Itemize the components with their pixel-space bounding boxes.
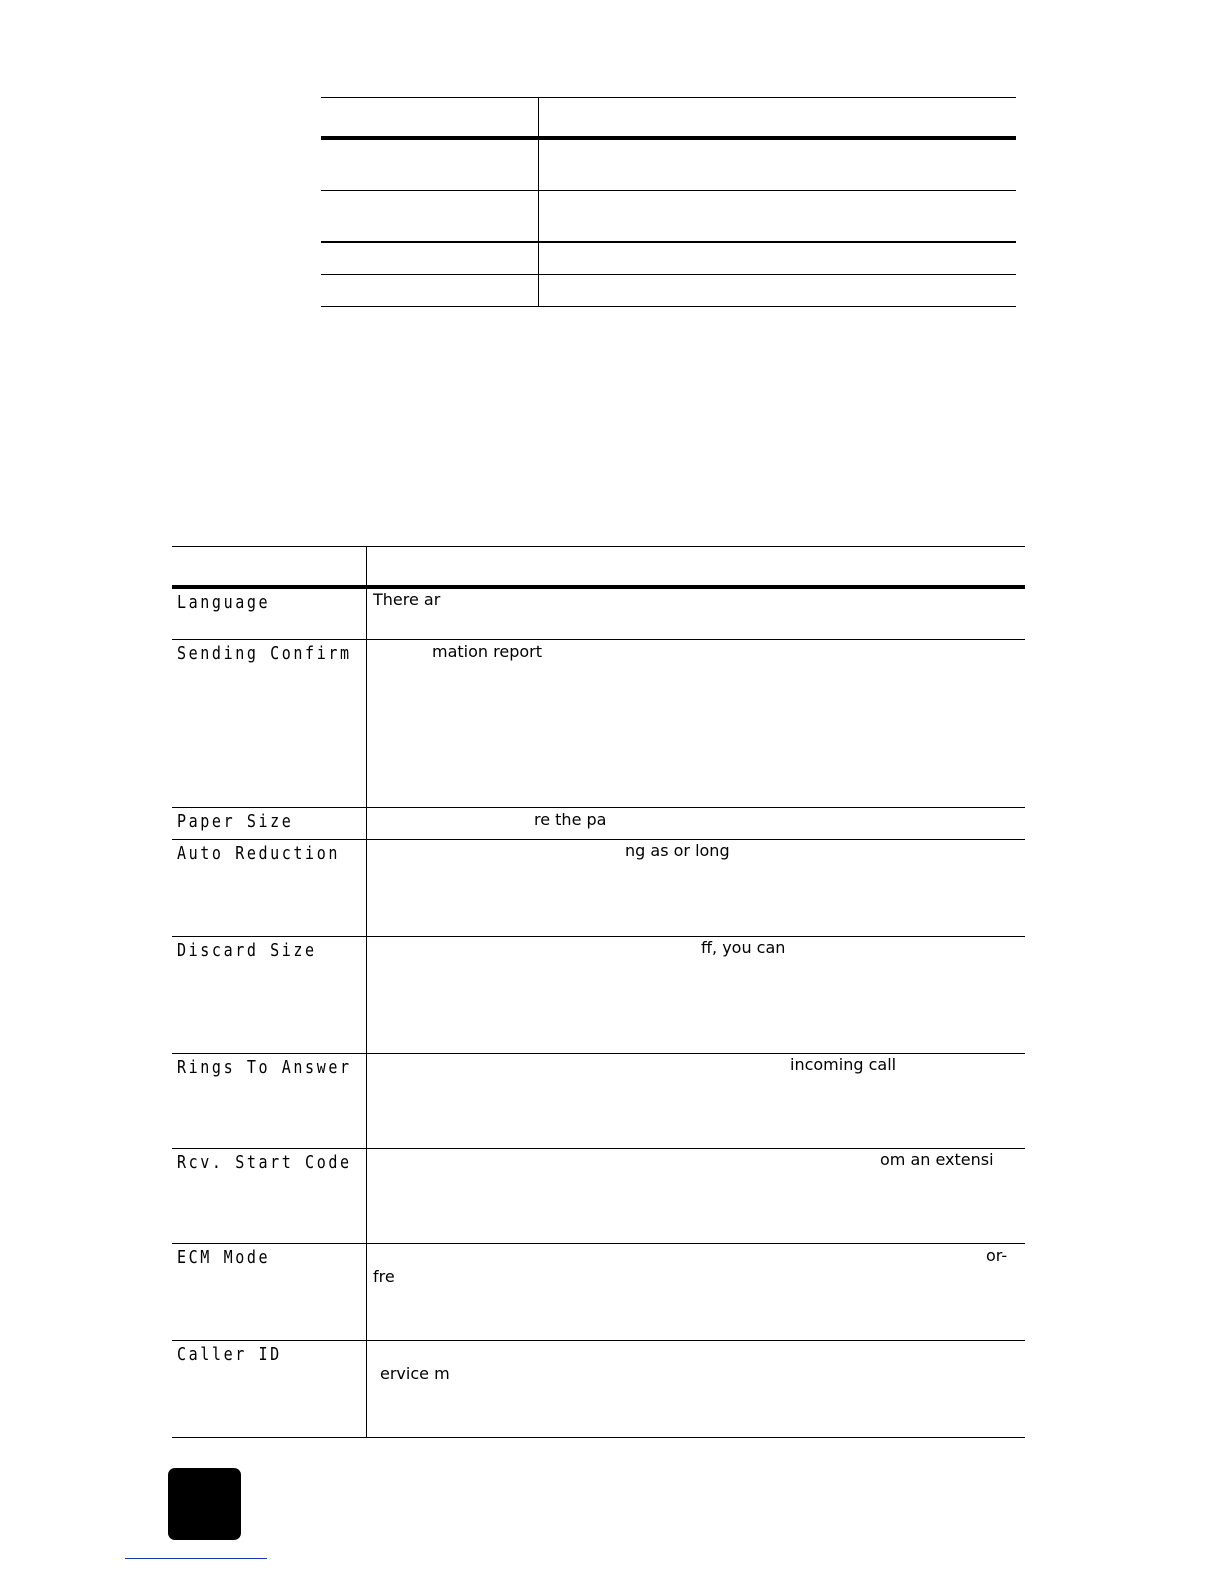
setting-description: or-	[986, 1246, 1008, 1265]
upper-table-row-rule	[321, 241, 1016, 243]
settings-table-top-rule	[172, 546, 1025, 547]
setting-label: ECM Mode	[177, 1248, 271, 1268]
setting-label: Language	[177, 593, 271, 613]
setting-description: fre	[373, 1267, 395, 1286]
setting-label: Paper Size	[177, 812, 294, 832]
settings-table	[172, 546, 1025, 1439]
upper-table-row-rule	[321, 274, 1016, 275]
setting-description: ff, you can	[701, 938, 786, 957]
table-row	[172, 840, 1025, 936]
setting-label: Rings To Answer	[177, 1058, 352, 1078]
table-row	[172, 1244, 1025, 1340]
settings-table-bottom-rule	[172, 1437, 1025, 1438]
table-row	[172, 1054, 1025, 1148]
setting-description: om an extensi	[880, 1150, 994, 1169]
setting-label: Rcv. Start Code	[177, 1153, 352, 1173]
setting-description: re the pa	[534, 810, 607, 829]
upper-table-row-rule	[321, 190, 1016, 191]
page-number-badge	[168, 1468, 241, 1540]
table-row	[172, 640, 1025, 807]
setting-description: ervice m	[380, 1364, 450, 1383]
setting-description: ng as or long	[625, 841, 730, 860]
setting-description: mation report	[432, 642, 542, 661]
setting-label: Discard Size	[177, 941, 317, 961]
upper-table-header-rule	[321, 136, 1016, 140]
table-row	[172, 808, 1025, 839]
footer-link-underline[interactable]	[125, 1558, 267, 1559]
table-row	[172, 1149, 1025, 1243]
setting-label: Sending Confirm	[177, 644, 352, 664]
table-row	[172, 937, 1025, 1053]
table-row	[172, 1341, 1025, 1437]
setting-description: incoming call	[790, 1055, 897, 1074]
setting-label: Caller ID	[177, 1345, 282, 1365]
table-row	[172, 589, 1025, 639]
upper-table-bottom-rule	[321, 306, 1016, 307]
setting-description: There ar	[373, 590, 441, 609]
upper-table-top-rule	[321, 97, 1016, 98]
upper-table-column-divider	[538, 97, 539, 307]
upper-table	[321, 97, 1016, 308]
setting-label: Auto Reduction	[177, 844, 340, 864]
